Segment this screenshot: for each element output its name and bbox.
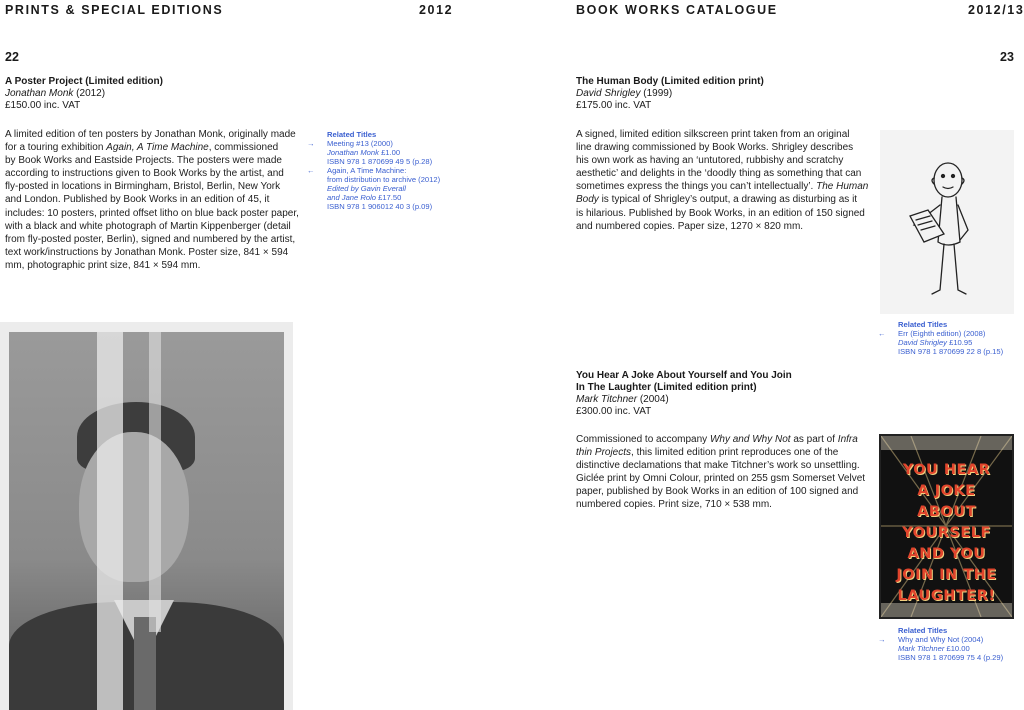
related-price: £10.95 [949, 338, 973, 347]
left-year-header: 2012 [419, 3, 454, 17]
description-line: Body is typical of Shrigley’s output, a drawing as disturbing as it [576, 194, 858, 206]
description-line: is hilarious. Published by Book Works, in an edition of 150 signed [576, 207, 865, 219]
entry-price: £175.00 inc. VAT [576, 100, 652, 111]
related-credit: David Shrigley [898, 338, 947, 347]
arrow-left-icon: ← [878, 329, 886, 338]
description-line: for a touring exhibition Again, A Time Machine, commissioned [5, 142, 279, 154]
related-heading: Related Titles [327, 130, 377, 139]
description-line: paper, published by Book Works in an edition of 100 signed and [576, 486, 859, 498]
arrow-right-icon: → [307, 139, 315, 148]
kippenberger-photo [0, 322, 293, 710]
description-line: and London. Published by Book Works in an edition of 45, it [5, 194, 270, 206]
related-credit: Mark Titchner [898, 644, 945, 653]
related-titles [878, 626, 1003, 662]
laughter-poster [879, 434, 1014, 619]
entry-you-hear-a-joke [576, 370, 792, 418]
related-item[interactable] [307, 166, 440, 211]
description-line: according to instructions given to Book Works by the artist, and [5, 168, 284, 180]
description-line: aesthetic’ and delights in the ‘doodly thing as something that can [576, 168, 862, 180]
related-title[interactable]: Again, A Time Machine: [327, 166, 407, 175]
entry-author: Jonathan Monk [5, 88, 74, 99]
related-titles [307, 130, 440, 211]
poster-line: YOU HEAR [902, 462, 991, 478]
entry-description [576, 433, 865, 512]
entry-title: You Hear A Joke About Yourself and You Join [576, 370, 792, 381]
right-section-header: BOOK WORKS CATALOGUE [576, 3, 778, 17]
related-isbn: ISBN 978 1 906012 40 3 (p.09) [327, 202, 433, 211]
poster-line: A JOKE [917, 483, 976, 499]
description-line: fly-posted in locations in Birmingham, Bristol, Berlin, New York [5, 181, 281, 193]
entry-author: Mark Titchner [576, 394, 638, 405]
description-line: Commissioned to accompany Why and Why Not as part of Infra [576, 434, 858, 445]
related-isbn: ISBN 978 1 870699 49 5 (p.28) [327, 157, 433, 166]
related-credit: Jonathan Monk [327, 148, 379, 157]
poster-line: JOIN IN THE [896, 567, 997, 583]
poster-line: YOURSELF [902, 525, 991, 541]
entry-title: In The Laughter (Limited edition print) [576, 382, 757, 393]
related-item[interactable] [878, 635, 1003, 662]
entry-description [5, 128, 299, 272]
description-line: by Book Works and Eastside Projects. The posters were made [5, 155, 282, 167]
description-line: includes: 10 posters, printed offset litho on blue back poster paper, [5, 207, 299, 219]
page-number-left: 22 [5, 50, 19, 64]
related-credit: and Jane Rolo [327, 193, 376, 202]
description-line: A signed, limited edition silkscreen print taken from an original [576, 129, 850, 140]
human-body-drawing [880, 130, 1014, 314]
description-line: line drawing commissioned by Book Works. Shrigley describes [576, 142, 854, 154]
related-title[interactable]: Meeting #13 (2000) [327, 139, 393, 148]
right-year-header: 2012/13 [968, 3, 1024, 17]
related-price: £17.50 [378, 193, 402, 202]
entry-poster-project [5, 76, 163, 112]
poster-slogan [881, 460, 1012, 607]
poster-line: LAUGHTER! [897, 588, 996, 604]
related-title[interactable]: Why and Why Not (2004) [898, 635, 984, 644]
related-title[interactable]: from distribution to archive (2012) [327, 175, 441, 184]
related-isbn: ISBN 978 1 870699 75 4 (p.29) [898, 653, 1004, 662]
entry-author: David Shrigley [576, 88, 641, 99]
description-line: sometimes express the things you can’t intellectually’. The Human [576, 181, 869, 193]
entry-year: (2012) [76, 88, 106, 99]
related-heading: Related Titles [898, 626, 948, 635]
related-item[interactable] [307, 139, 440, 166]
entry-price: £300.00 inc. VAT [576, 406, 652, 417]
entry-human-body [576, 76, 764, 112]
description-line: thin Projects, this limited edition print reproduces one of the [576, 447, 839, 459]
related-price: £10.00 [946, 644, 970, 653]
description-line: Giclée print by Omni Colour, printed on 255 gsm Somerset Velvet [576, 473, 866, 485]
related-isbn: ISBN 978 1 870699 22 8 (p.15) [898, 347, 1004, 356]
description-line: numbered copies. Print size, 710 × 538 mm. [576, 499, 772, 511]
description-line: distinctive declamations that make Titchner’s work so unsettling. [576, 460, 860, 472]
description-line: A limited edition of ten posters by Jonathan Monk, originally made [5, 129, 296, 140]
related-heading: Related Titles [898, 320, 948, 329]
entry-title: The Human Body (Limited edition print) [576, 76, 764, 87]
description-line: his own work as having an ‘untutored, rubbishy and scratchy [576, 155, 844, 167]
related-title[interactable]: Err (Eighth edition) (2008) [898, 329, 986, 338]
entry-year: (2004) [639, 394, 669, 405]
entry-year: (1999) [643, 88, 673, 99]
description-line: from fly-posted poster, Berlin), signed and numbered by the artist, [5, 233, 296, 245]
description-line: text work/instructions by Jonathan Monk. Poster size, 841 × 594 [5, 246, 289, 258]
description-line: mm, photographic print size, 841 × 594 mm. [5, 259, 201, 271]
description-line: and numbered copies. Paper size, 1270 × 820 mm. [576, 220, 804, 232]
description-line: with a black and white photograph of Martin Kippenberger (detail [5, 220, 291, 232]
poster-line: AND YOU [907, 546, 986, 562]
page-number-right: 23 [1000, 50, 1014, 64]
left-section-header: PRINTS & SPECIAL EDITIONS [5, 3, 224, 17]
related-titles [878, 320, 1003, 356]
entry-description [576, 128, 868, 233]
related-credit: Edited by Gavin Everall [327, 184, 406, 193]
arrow-left-icon: ← [307, 166, 315, 175]
arrow-right-icon: → [878, 635, 886, 644]
entry-price: £150.00 inc. VAT [5, 100, 81, 111]
related-price: £1.00 [381, 148, 401, 157]
entry-title: A Poster Project (Limited edition) [5, 76, 163, 87]
poster-line: ABOUT [917, 504, 976, 520]
related-item[interactable] [878, 329, 1003, 356]
